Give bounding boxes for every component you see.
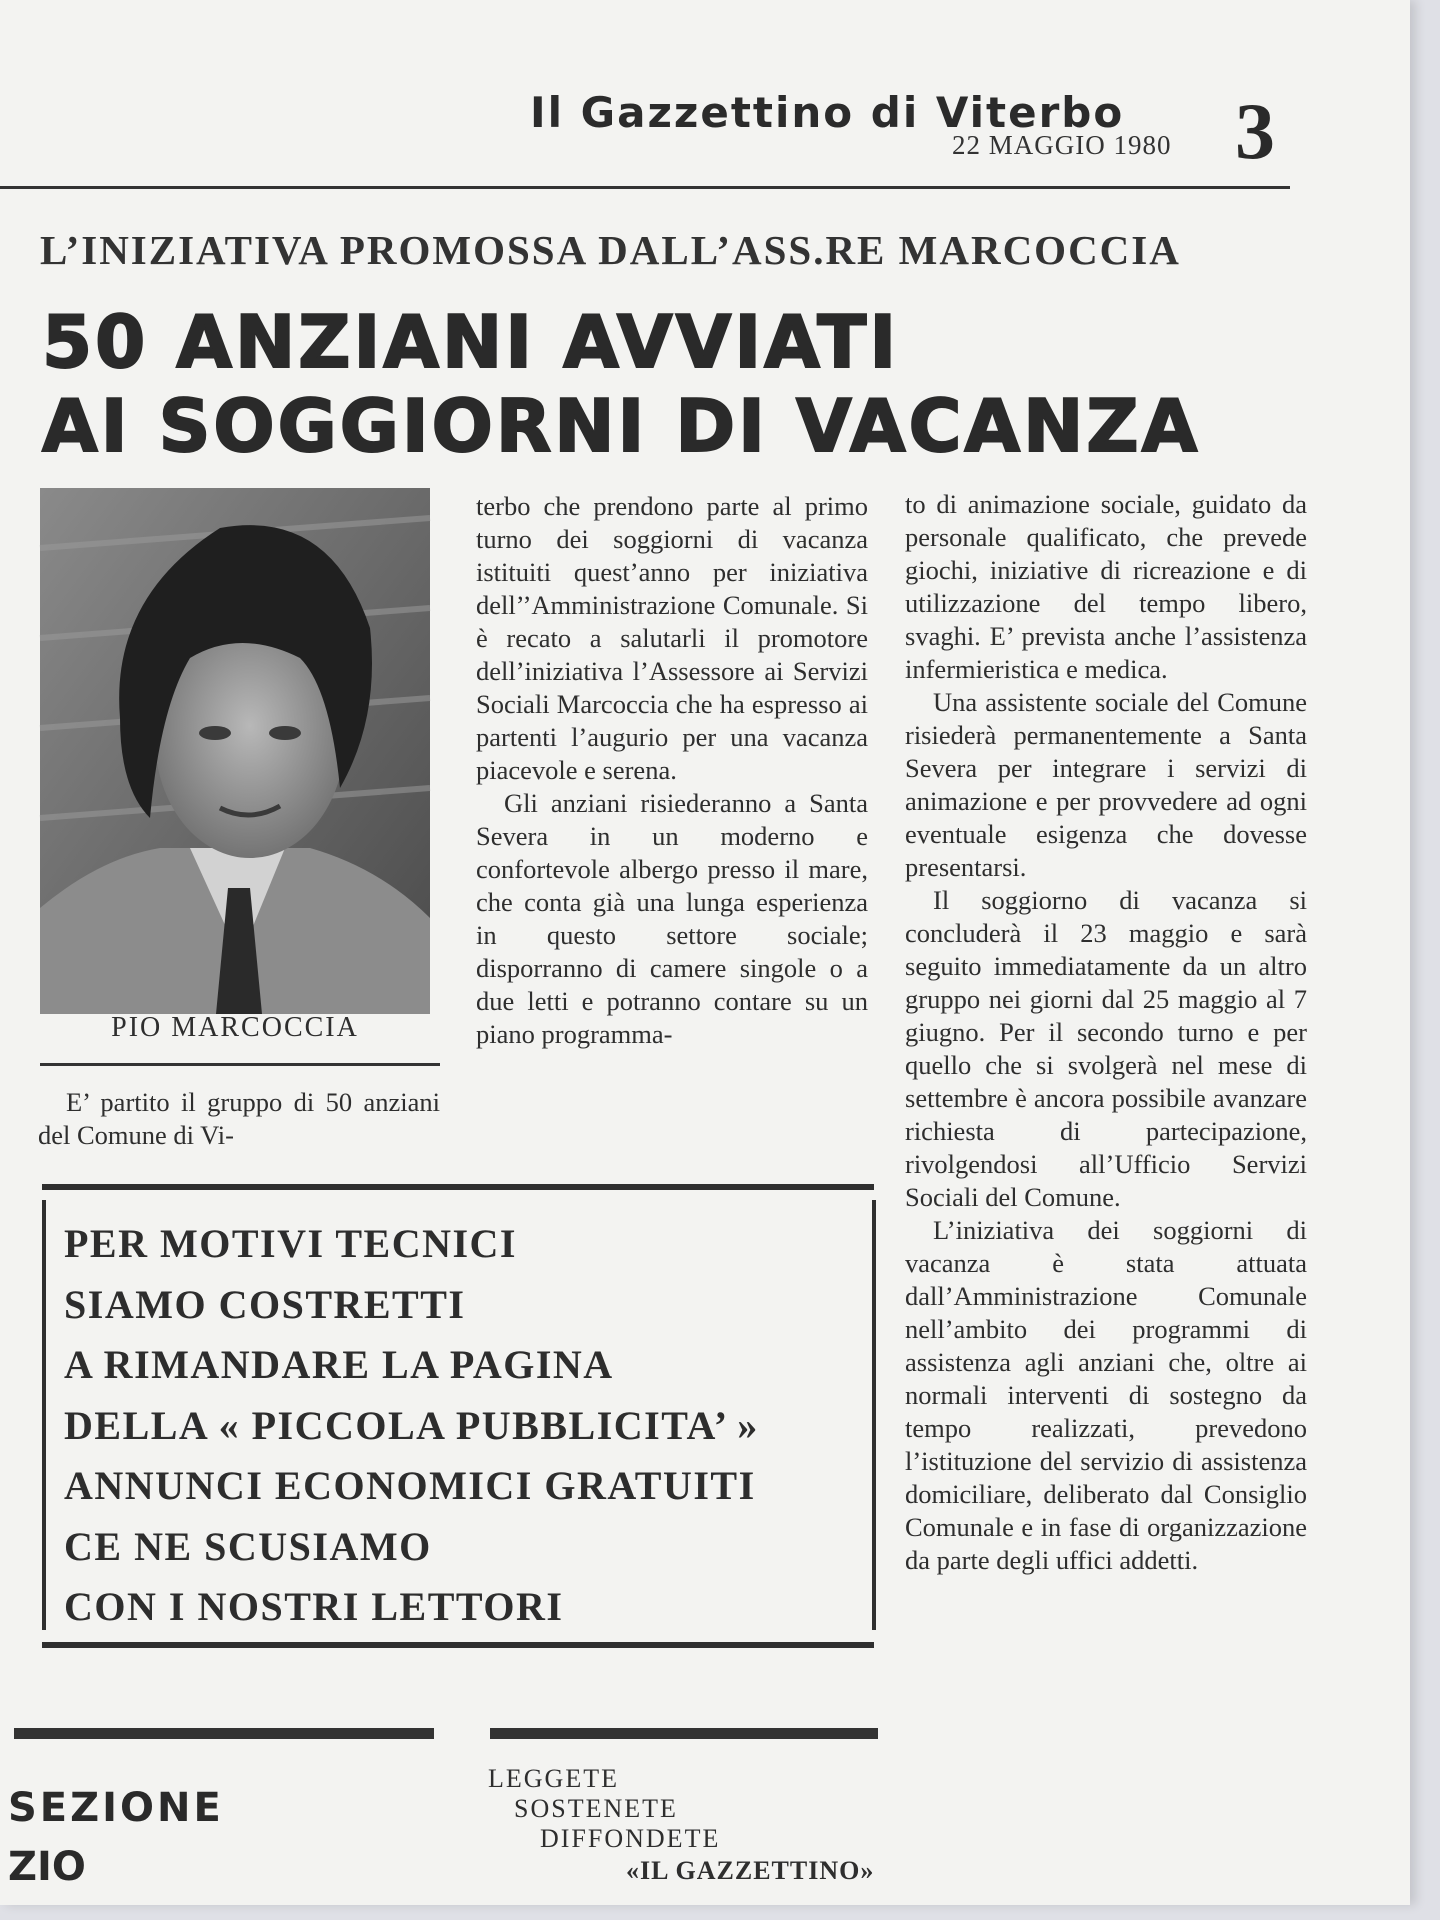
section-heading: SEZIONE — [8, 1785, 224, 1831]
promo-line: SOSTENETE — [514, 1794, 678, 1823]
masthead-rule — [0, 186, 1290, 189]
page-number: 3 — [1235, 88, 1275, 176]
notice-line: PER MOTIVI TECNICI — [64, 1221, 517, 1266]
article-paragraph: E’ partito il gruppo di 50 anziani del Comune di Vi- — [38, 1087, 440, 1150]
article-paragraph: to di animazione sociale, guidato da personale qualificato, che prevede giochi, iniziative di ricreazione e di utilizzazione del tempo libero, svaghi. E’ prevista anche l’assistenza infermieristica e medica. — [905, 489, 1307, 684]
article-paragraph: terbo che prendono parte al primo turno dei soggiorni di vacanza istituiti quest’anno per iniziativa dell’’Amministrazione Comunale. Si è recato a salutarli il promotore dell’iniziativa l’Assessore ai Servizi Sociali Marcoccia che ha espresso ai partenti l’augurio per una vacanza piacevole e serena. — [476, 491, 868, 785]
promo-line: DIFFONDETE — [540, 1824, 721, 1853]
notice-box — [42, 1184, 874, 1648]
article-column-3 — [905, 488, 1307, 1577]
notice-frame — [42, 1200, 876, 1630]
promo-line: LEGGETE — [488, 1764, 619, 1793]
section-divider-bar — [14, 1728, 434, 1739]
portrait-photo — [40, 488, 430, 1014]
article-paragraph: Gli anziani risiederanno a Santa Severa in un moderno e confortevole albergo presso il mare, che conta già una lunga esperienza in questo settore sociale; disporranno di camere singole o a due letti e potranno contare su un piano programma- — [476, 788, 868, 1049]
article-paragraph: Il soggiorno di vacanza si concluderà il 23 maggio e sarà seguito immediatamente da un altro gruppo nei giorni dal 25 maggio al 7 giugno. Per il secondo turno e per quello che si svolgerà nel mese di settembre è ancora possibile avanzare richiesta di partecipazione, rivolgendosi all’Ufficio Servizi Sociali del Comune. — [905, 885, 1307, 1212]
issue-date: 22 MAGGIO 1980 — [952, 130, 1172, 160]
notice-line: CON I NOSTRI LETTORI — [64, 1584, 564, 1629]
headline-line-1: 50 ANZIANI AVVIATI — [42, 300, 900, 384]
promo-divider-bar — [490, 1728, 878, 1739]
headline-line-2: AI SOGGIORNI DI VACANZA — [42, 384, 1201, 468]
notice-line: DELLA « PICCOLA PUBBLICITA’ » — [64, 1402, 759, 1448]
article-headline — [42, 300, 1302, 468]
portrait-image — [40, 488, 430, 1014]
masthead-title: Il Gazzettino di Viterbo — [530, 88, 1125, 137]
article-column-2 — [476, 490, 868, 1051]
notice-line: A RIMANDARE LA PAGINA — [64, 1342, 614, 1387]
notice-line: CE NE SCUSIAMO — [64, 1523, 432, 1569]
section-heading-cutoff: ZIO — [8, 1844, 86, 1890]
notice-line: SIAMO COSTRETTI — [64, 1281, 466, 1327]
photo-caption: PIO MARCOCCIA — [111, 1012, 359, 1043]
article-paragraph: L’iniziativa dei soggiorni di vacanza è stata attuata dall’Amministrazione Comunale nell’ambito dei programmi di assistenza agli anziani che, oltre ai normali interventi di sostegno da tempo realizzati, prevedono l’istituzione del servizio di assistenza domiciliare, deliberato dal Consiglio Comunale e in fase di organizzazione da parte degli uffici addetti. — [905, 1215, 1307, 1575]
article-column-1 — [38, 1086, 440, 1152]
article-kicker: L’INIZIATIVA PROMOSSA DALL’ASS.RE MARCOCCIA — [40, 227, 1181, 273]
caption-rule — [40, 1063, 440, 1066]
notice-line: ANNUNCI ECONOMICI GRATUITI — [64, 1463, 756, 1508]
article-paragraph: Una assistente sociale del Comune risiederà permanentemente a Santa Severa per integrare i servizi di animazione e per provvedere ad ogni eventuale esigenza che dovesse presentarsi. — [905, 687, 1307, 882]
promo-newspaper-name: «IL GAZZETTINO» — [626, 1856, 875, 1885]
